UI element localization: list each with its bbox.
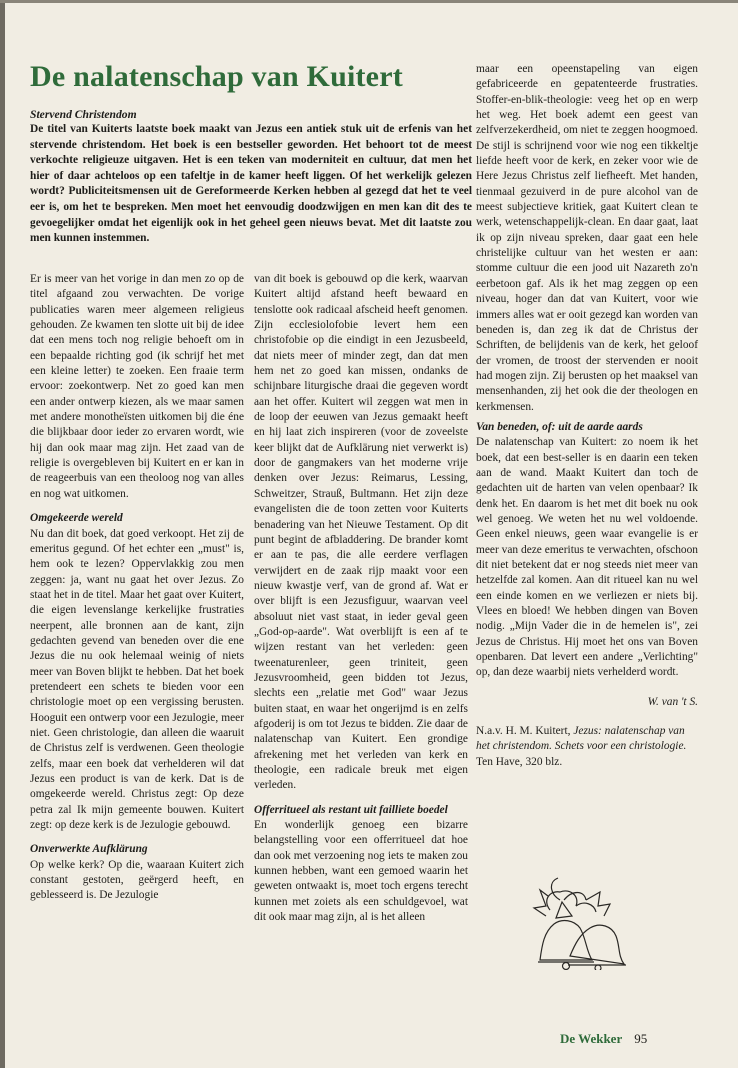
magazine-name: De Wekker (560, 1031, 623, 1046)
column-1 (30, 272, 244, 904)
paragraph: maar een opeenstapeling van eigen gefabriceerde en gepatenteerde frustraties. Stoffer-en-blik-theologie: veeg het op en werp het weg. Het boek ademt een geest van zelfverzekerdheid, om niet te zeggen hoogmoed. De stijl is schrijnend voor wie nog een tikkeltje liefde heeft voor de kerk, en zeker voor wie de Here Jezus Christus zelf liefheeft. Met handen, tienmaal gezuiverd in de pure alcohol van de meest subjectieve kritiek, gaat Kuitert clean te werk, wetenschappelijk-clean. En daar gaat, laat ik op zijn niveau spreken, daar gaat een hele christelijke cultuur van het westen er aan: stomme cultuur die een jood uit Nazareth zo'n eerbetoon gaf. Als ik het mag zeggen op een niveau, hoger dan dat van Kuitert, voor wie immers alles wat er ooit gezegd kan worden van beneden is, dan zeg ik dat de Christus der Schriften, de belijdenis van de kerk, het geloof der vromen, de troost der stervenden er nooit had mogen zijn. Zij berusten op het maaksel van mensenhanden, zij het ook die der theologen en kerkmensen. (476, 63, 698, 413)
lead-paragraph: De titel van Kuiterts laatste boek maakt van Jezus een antiek stuk uit de erfenis van het stervende christendom. Het boek is een bestseller geworden. Het behoort tot de meest verkochte religieuze uitgaven. Het is een teken van moderniteit en cultuur, dat men het hier of daar achteloos op een tafeltje in de kamer heeft liggen. Of het werkelijk gelezen wordt? Publiciteitsmensen uit de Gereformeerde Kerken hebben al gezegd dat het te veel eer is, om het te bespreken. Men moet het eenvoudig doodzwijgen en men kan dit des te gevoegelijker omdat het eigenlijk ook in het geheel geen nieuws bevat. Met dit laatste zou men kunnen instemmen. (30, 123, 472, 245)
author-signature: W. van 't S. (647, 695, 698, 708)
article-title: De nalatenschap van Kuitert (30, 60, 403, 93)
subheading-onverwerkte-aufklarung: Onverwerkte Aufklärung (30, 843, 148, 856)
subheading-omgekeerde-wereld: Omgekeerde wereld (30, 512, 123, 525)
paragraph: En wonderlijk genoeg een bizarre belangstelling voor een offerritueel dat hoe dan ook met verzoening nog iets te maken zou kunnen hebben, want een gemoed waarin het geweten ontwaakt is, moet toch ergens terecht kunnen met zoiets als een schuldgevoel, wat dit ook maar mag zijn, al is het alleen (254, 819, 468, 924)
book-title: Jezus: nalatenschap van het christendom. Schets voor een christologie. (476, 725, 687, 753)
column-2 (254, 272, 468, 925)
paragraph: Nu dan dit boek, dat goed verkoopt. Het zij de emeritus gegund. Of het echter een „must" is, hem ook te lezen? Oppervlakkig zou men zeggen: ja, want nu gaat het over Jezus. Zo staat het in de titel. Maar het gaat over Kuitert, die eigen levenslange kerkelijke frustraties neerpent, alle bronnen aan de kant, zijn gedachten gevend van beneden over die ene Jezus die nu ook helemaal weinig of niets meer van Boven blijkt te hebben. Dat het boek pretendeert een schets te bieden voor een christologie moet op een vergissing berusten. Hooguit een ontwerp voor een Jezulogie, meer niet. Geen christologie, dan alleen die waaruit de Christus zelf is verdwenen. Geen theologie zelfs, maar een boek dat verhelderen wil dat Jezus een product is van de kerk. Dat is de omgekeerde wereld. Christus zegt: Op deze petra zal Ik mijn gemeente bouwen. Kuitert zegt: op deze kerk is de Jezulogie gebouwd. (30, 527, 244, 832)
paragraph: Op welke kerk? Op die, waaraan Kuitert zich constant gestoten, geërgerd heeft, en geblesseerd is. De Jezulogie (30, 858, 244, 902)
book-ref-prefix: N.a.v. H. M. Kuitert, (476, 725, 571, 738)
page-footer (560, 1031, 647, 1047)
column-3 (476, 62, 698, 770)
lead-subheading: Stervend Christendom (30, 108, 137, 121)
christmas-bells-icon (520, 860, 630, 970)
book-ref-suffix: Ten Have, 320 blz. (476, 755, 563, 768)
subheading-van-beneden: Van beneden, of: uit de aarde aards (476, 420, 643, 433)
page-edge (0, 0, 5, 1068)
book-reference (476, 724, 698, 770)
paragraph: Er is meer van het vorige in dan men zo op de titel afgaand zou verwachten. De vorige publicaties waren meer algemeen religieus gehouden. Ze kwamen ten slotte uit bij de idee dat een mens toch nog religie behoeft om in een bepaalde richting god (ik schrijf het met een kleine letter) te zoeken. Een fraaie term ervoor: zoekontwerp. Net zo goed kan men een ander ontwerp kiezen, als we maar samen met andere monotheïsten uitkomen bij die éne die blijkbaar door ieder zo ervaren wordt, wie hij dan ook maar mag zijn. Het zaad van de religie is overgebleven bij Kuitert en er kan in de reageerbuis van een theoloog nog van alles en nog wat uitkomen. (30, 273, 244, 500)
subheading-offerritueel: Offerritueel als restant uit failliete boedel (254, 803, 448, 816)
page-number: 95 (634, 1031, 648, 1046)
paragraph: van dit boek is gebouwd op die kerk, waarvan Kuitert altijd afstand heeft bewaard en tenslotte ook radicaal afscheid heeft genomen. Zijn ecclesiolofobie levert hem een christofobie op die eindigt in een Jezusbeeld, dat niets meer of minder zegt, dan dat men hem net zo goed kan missen, ondanks de schijnbare liturgische draai die gegeven wordt aan het offer. Kuitert wil zeggen wat men in de loop der eeuwen van Jezus gemaakt heeft en hij laat zich inspireren (voor de zoveelste keer blijkt dat de Aufklärung niet verwerkt is) door de gangmakers van het moderne vrije denken over Jezus: Reimarus, Lessing, Schweitzer, Strauß, Bultmann. Het zijn deze evangelisten die de toon zetten voor Kuiterts benadering van het Nieuwe Testament. Op dit punt begint de afbladdering. De brander komt er aan te pas, die alle eerdere verflagen verwijdert en de zaak rijp maakt voor een nieuw kwastje verf, van de grond af. Wat er over blijft is een Jezusfiguur, waarvan veel absoluut niet vast staat, in ieder geval geen „God-op-aarde". Wat overblijft is een af te wijzen restant van het verleden: geen tweenaturenleer, geen triniteit, geen Jezusvroomheid, geen bidden tot Jezus, slechts een „relatie met God" waar Jezus buiten staat, en waar het ongerijmd is en zelfs afgoderij is om tot Jezus te bidden. Zie daar de nalatenschap van Kuitert. Een grondige afrekening met het verleden van kerk en theologie, een radicale breuk met eigen verleden. (254, 273, 468, 792)
paragraph: De nalatenschap van Kuitert: zo noem ik het boek, dat een best-seller is en daarin een teken aan de wand. Maakt Kuitert dan toch de gedachten uit de harten van velen openbaar? Ik denk het. En daarom is het met dit boek nu ook wel genoeg. We weten het nu wel voldoende. Geen enkel nieuws, geen waar evangelie is er meer van deze emeritus te verwachten, ofschoon dit niet betekent dat er nog steeds niet meer van hetzelfde zal komen. Aan dit ritueel kan nu wel een einde komen en we verliezen er niets bij. Vlees en bloed! We hebben dingen van Boven nodig. „Mijn Vader die in de hemelen is", zei Jezus de Christus. Hij moet het ons van Boven openbaren. Dat levert een andere „Verlichting" op, dan deze waarbij niets verhelderd wordt. (476, 436, 698, 679)
page-edge-top (0, 0, 738, 3)
